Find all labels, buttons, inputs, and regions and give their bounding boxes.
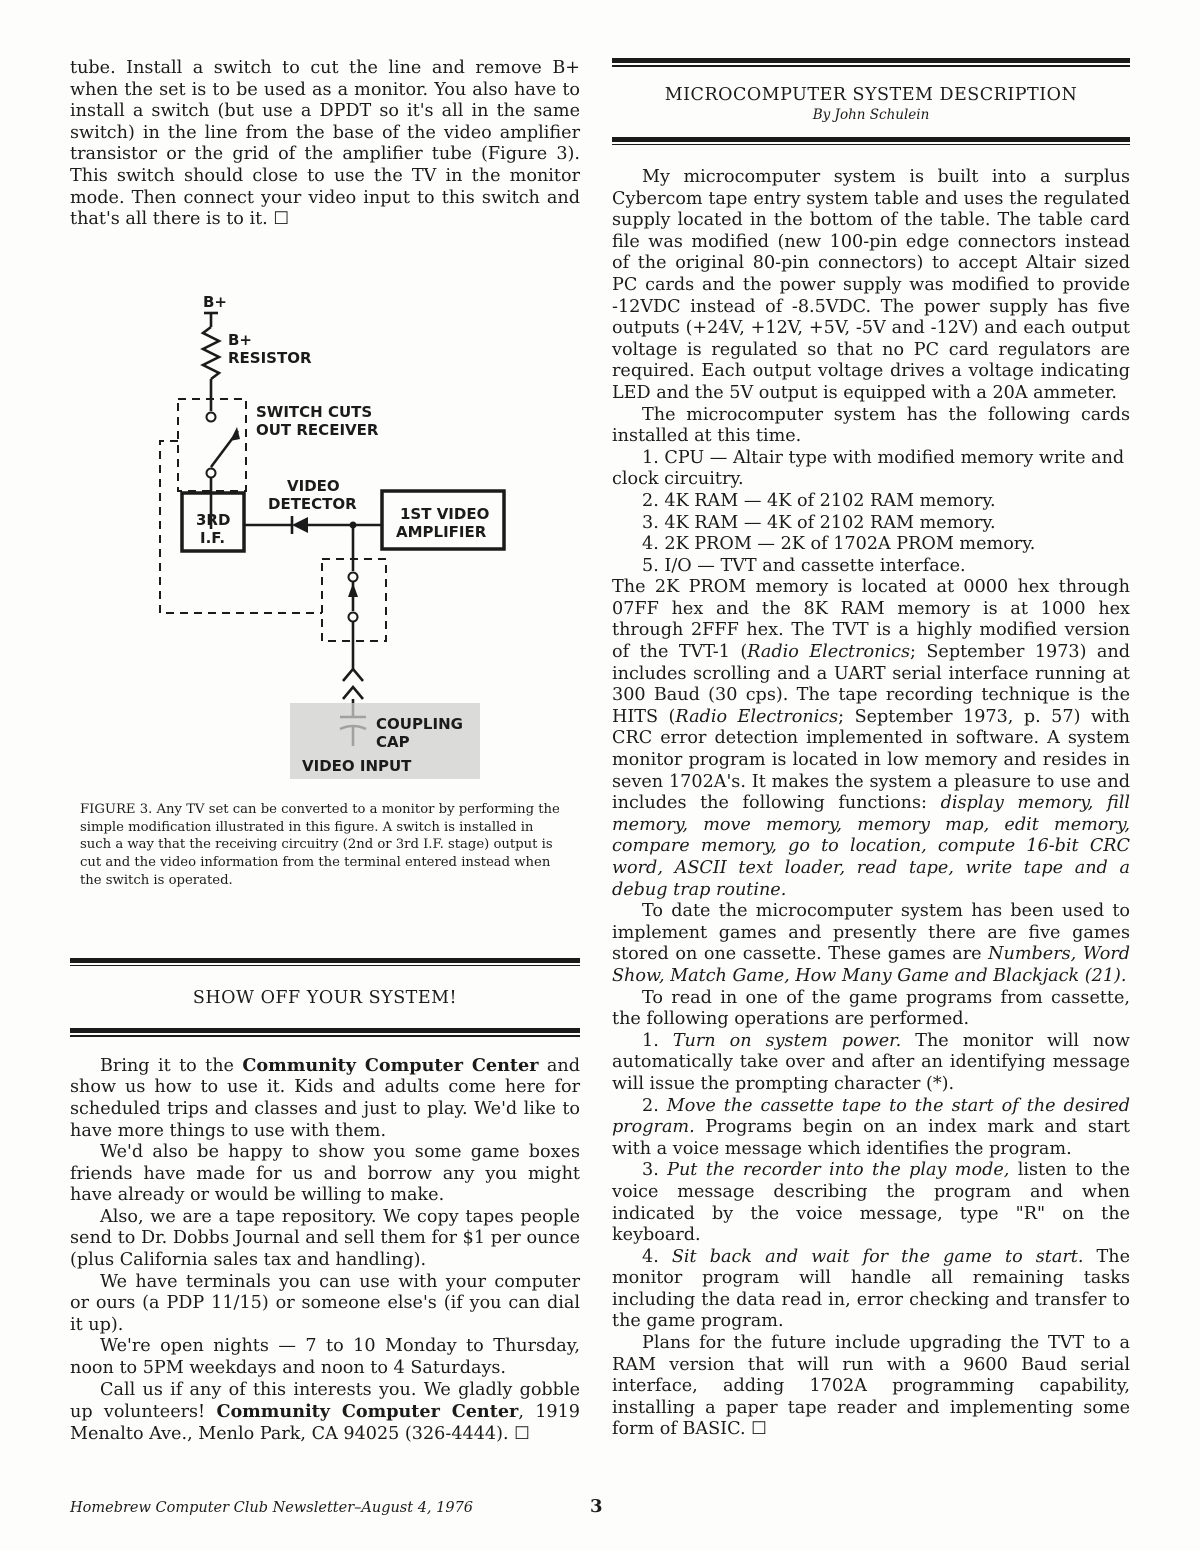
article-p4: To date the microcomputer system has been used to implement games and presently there are five games stored on one cassette. These games are Numbers, Word Show, Match Game, How Many Game and Blackjack (21). bbox=[612, 901, 1130, 986]
article-byline: By John Schulein bbox=[812, 106, 930, 123]
intro-paragraph: tube. Install a switch to cut the line and remove B+ when the set is to be used as a monitor. You also have to install a switch (but use a DPDT so it's all in the same switch) in the line from the base of the video amplifier transistor or the grid of the amplifier tube (Figure 3). This switch should close to use the TV in the monitor mode. Then connect your video input to this switch and that's all there is to it. ☐ bbox=[70, 58, 580, 230]
step-1: 1. Turn on system power. The monitor will now automatically take over and after an identifying message will issue the prompting character (*). bbox=[612, 1030, 1130, 1094]
article-title: MICROCOMPUTER SYSTEM DESCRIPTION bbox=[664, 84, 1078, 105]
label-amp-1: 1ST VIDEO bbox=[400, 504, 490, 523]
label-if-1: 3RD bbox=[196, 510, 231, 529]
label-if-2: I.F. bbox=[200, 528, 226, 547]
card-item: 1. CPU — Altair type with modified memory write and clock circuitry. bbox=[612, 447, 1125, 490]
left-column bbox=[70, 58, 580, 1445]
label-coupling-2: CAP bbox=[376, 732, 410, 751]
section-rule-bottom bbox=[70, 1028, 580, 1037]
figure-3 bbox=[70, 271, 580, 801]
article-rule-top bbox=[612, 58, 1130, 67]
article-p5: To read in one of the game programs from cassette, the following operations are performed. bbox=[612, 987, 1130, 1030]
label-amp-2: AMPLIFIER bbox=[396, 522, 487, 541]
article-body bbox=[612, 167, 1130, 1441]
label-resistor-2: RESISTOR bbox=[228, 348, 312, 367]
card-item: 5. I/O — TVT and cassette interface. bbox=[642, 555, 966, 576]
label-resistor-1: B+ bbox=[228, 330, 253, 349]
section-rule-top bbox=[70, 958, 580, 967]
label-bplus: B+ bbox=[203, 292, 228, 311]
show-off-p5: We're open nights — 7 to 10 Monday to Thursday, noon to 5PM weekdays and noon to 4 Saturdays. bbox=[70, 1336, 580, 1379]
card-item: 4. 2K PROM — 2K of 1702A PROM memory. bbox=[642, 534, 1036, 555]
label-video-input: VIDEO INPUT bbox=[302, 756, 412, 775]
step-4: 4. Sit back and wait for the game to start. The monitor program will handle all remaining tasks including the data read in, error checking and transfer to the game program. bbox=[612, 1246, 1130, 1332]
label-switch-1: SWITCH CUTS bbox=[256, 402, 373, 421]
show-off-p4: We have terminals you can use with your computer or ours (a PDP 11/15) or someone else's (if you can dial it up). bbox=[70, 1271, 580, 1335]
show-off-p6: Call us if any of this interests you. We gladly gobble up volunteers! Community Computer Center, 1919 Menalto Ave., Menlo Park, CA 94025 (326-4444). ☐ bbox=[70, 1379, 581, 1444]
label-video-1: VIDEO bbox=[287, 476, 340, 495]
show-off-p2: We'd also be happy to show you some game boxes friends have made for us and borrow any you might have already or would be willing to make. bbox=[70, 1142, 580, 1206]
article-p1: My microcomputer system is built into a surplus Cybercom tape entry system table and uses the regulated supply located in the bottom of the table. The table card file was modified (new 100-pin edge connectors instead of the original 80-pin connectors) to accept Altair sized PC cards and the power supply was modified to provide -12VDC instead of -8.5VDC. The power supply has five outputs (+24V, +12V, +5V, -5V and -12V) and each output voltage is regulated so that no PC card regulators are required. Each output voltage drives a voltage indicating LED and the 5V output is equipped with a 20A ammeter. bbox=[612, 167, 1130, 403]
label-coupling-1: COUPLING bbox=[376, 714, 463, 733]
page-number: 3 bbox=[590, 1496, 603, 1517]
article-rule-bottom bbox=[612, 137, 1130, 146]
article-p2: The microcomputer system has the following cards installed at this time. bbox=[612, 404, 1130, 447]
article-p3: The 2K PROM memory is located at 0000 hex through 07FF hex and the 8K RAM memory is at 1000 hex through 2FFF hex. The TVT is a highly modified version of the TVT-1 (Radio Electronics; September 1973) and includes scrolling and a UART serial interface running at 300 Baud (30 cps). The tape recording technique is the HITS (Radio Electronics; September 1973, p. 57) with CRC error detection implemented in software. A system monitor program is located in low memory and resides in seven 1702A's. It makes the system a pleasure to use and includes the following functions: display memory, fill memory, move memory, memory map, edit memory, compare memory, go to location, compute 16-bit CRC word, ASCII text loader, read tape, write tape and a debug trap routine. bbox=[612, 577, 1131, 900]
circuit-diagram bbox=[70, 271, 580, 791]
show-off-title: SHOW OFF YOUR SYSTEM! bbox=[192, 988, 458, 1009]
right-column bbox=[612, 58, 1130, 1441]
show-off-body bbox=[70, 1055, 580, 1446]
article-p6: Plans for the future include upgrading the TVT to a RAM version that will run with a 9600 Baud serial interface, adding 1702A programming capability, installing a paper tape reader and implementing some form of BASIC. ☐ bbox=[612, 1333, 1130, 1440]
card-item: 3. 4K RAM — 4K of 2102 RAM memory. bbox=[642, 512, 996, 533]
step-3: 3. Put the recorder into the play mode, listen to the voice message describing the program and when indicated by the voice message, type "R" on the keyboard. bbox=[612, 1160, 1130, 1246]
figure-caption: FIGURE 3. Any TV set can be converted to a monitor by performing the simple modification illustrated in this figure. A switch is installed in such a way that the receiving circuitry (2nd or 3rd I.F. stage) output is cut and the video information from the terminal entered instead when the switch is operated. bbox=[80, 801, 560, 888]
step-2: 2. Move the cassette tape to the start of the desired program. Programs begin on an index mark and start with a voice message which identifies the program. bbox=[612, 1095, 1130, 1159]
label-switch-2: OUT RECEIVER bbox=[256, 420, 379, 439]
show-off-p3: Also, we are a tape repository. We copy tapes people send to Dr. Dobbs Journal and sell them for $1 per ounce (plus California sales tax and handling). bbox=[70, 1206, 580, 1271]
show-off-p1: Bring it to the Community Computer Center and show us how to use it. Kids and adults come here for scheduled trips and classes and just to play. We'd like to have more things to use with them. bbox=[70, 1054, 580, 1141]
footer-publication: Homebrew Computer Club Newsletter–August 4, 1976 bbox=[70, 1500, 474, 1516]
card-item: 2. 4K RAM — 4K of 2102 RAM memory. bbox=[642, 490, 996, 511]
label-video-2: DETECTOR bbox=[268, 494, 357, 513]
